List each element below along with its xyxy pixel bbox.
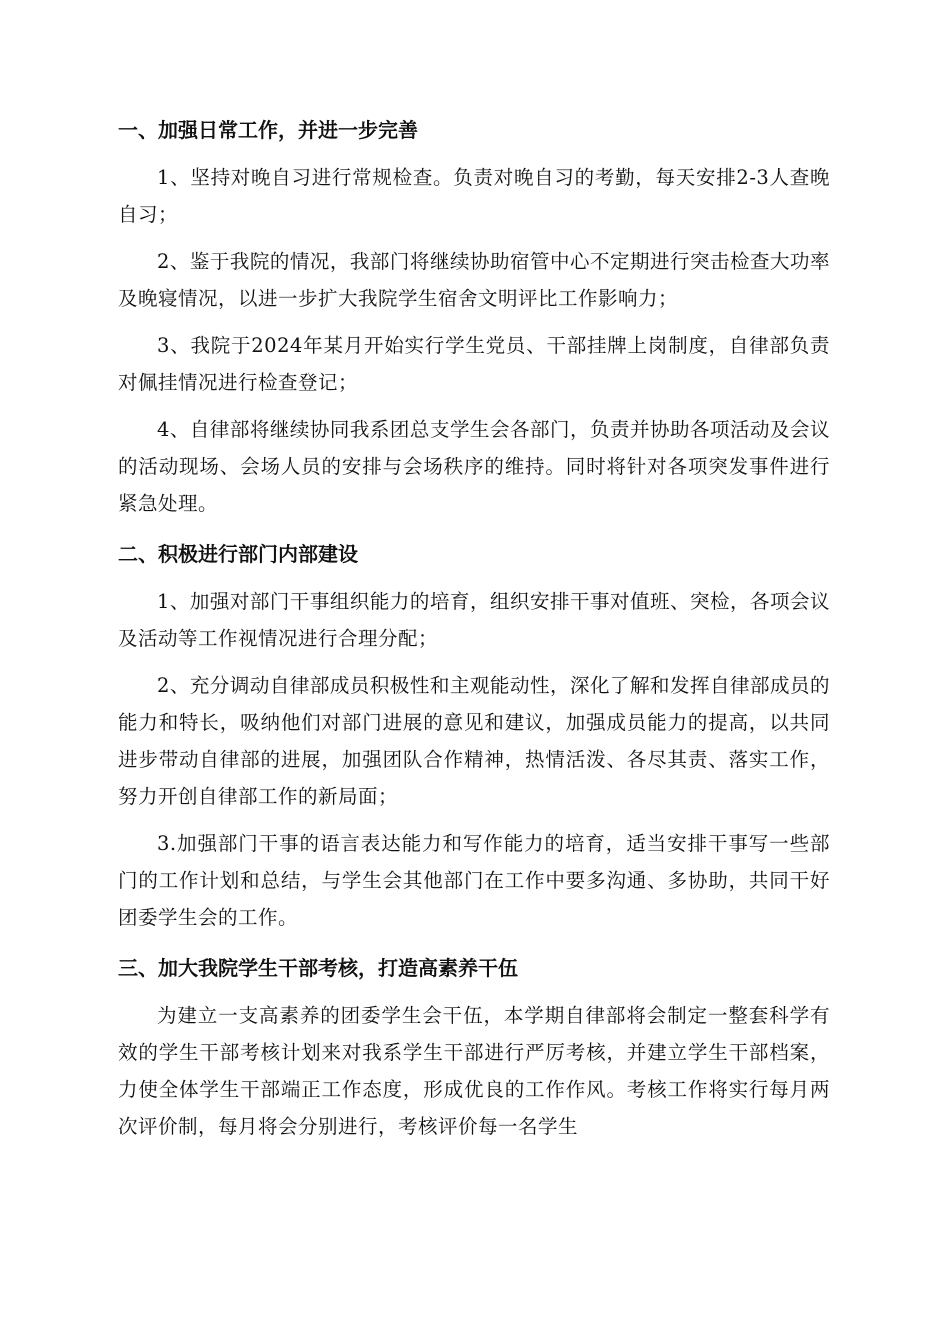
paragraph: 为建立一支高素养的团委学生会干伍，本学期自律部将会制定一整套科学有效的学生干部考核计划来对我系学生干部进行严厉考核，并建立学生干部档案，力使全体学生干部端正工作态度，形成优良的工作作风。考核工作将实行每月两次评价制，每月将会分别进行，考核评价每一名学生 [118,1004,830,1138]
paragraph: 4、自律部将继续协同我系团总支学生会各部门，负责并协助各项活动及会议的活动现场、会场人员的安排与会场秩序的维持。同时将针对各项突发事件进行紧急处理。 [118,418,830,515]
section-1 [118,108,830,522]
paragraph: 1、加强对部门干事组织能力的培育，组织安排干事对值班、突检，各项会议及活动等工作视情况进行合理分配； [118,590,830,650]
paragraph: 2、充分调动自律部成员积极性和主观能动性，深化了解和发挥自律部成员的能力和特长，吸纳他们对部门进展的意见和建议，加强成员能力的提高，以共同进步带动自律部的进展，加强团队合作精神，热情活泼、各尽其责、落实工作，努力开创自律部工作的新局面； [118,674,830,808]
paragraph: 2、鉴于我院的情况，我部门将继续协助宿管中心不定期进行突击检查大功率及晚寝情况，以进一步扩大我院学生宿舍文明评比工作影响力； [118,250,830,310]
section-heading: 一、加强日常工作，并进一步完善 [118,118,418,142]
section-heading: 三、加大我院学生干部考核，打造高素养干伍 [118,956,518,980]
paragraph: 3.加强部门干事的语言表达能力和写作能力的培育，适当安排干事写一些部门的工作计划和总结，与学生会其他部门在工作中要多沟通、多协助，共同干好团委学生会的工作。 [118,832,830,929]
section-3 [118,946,830,1145]
section-2 [118,532,830,936]
paragraph: 3、我院于2024年某月开始实行学生党员、干部挂牌上岗制度，自律部负责对佩挂情况进行检查登记； [118,334,830,394]
paragraph: 1、坚持对晚自习进行常规检查。负责对晚自习的考勤，每天安排2-3人查晚自习； [118,166,830,226]
document-page [118,108,830,1155]
section-heading: 二、积极进行部门内部建设 [118,542,358,566]
